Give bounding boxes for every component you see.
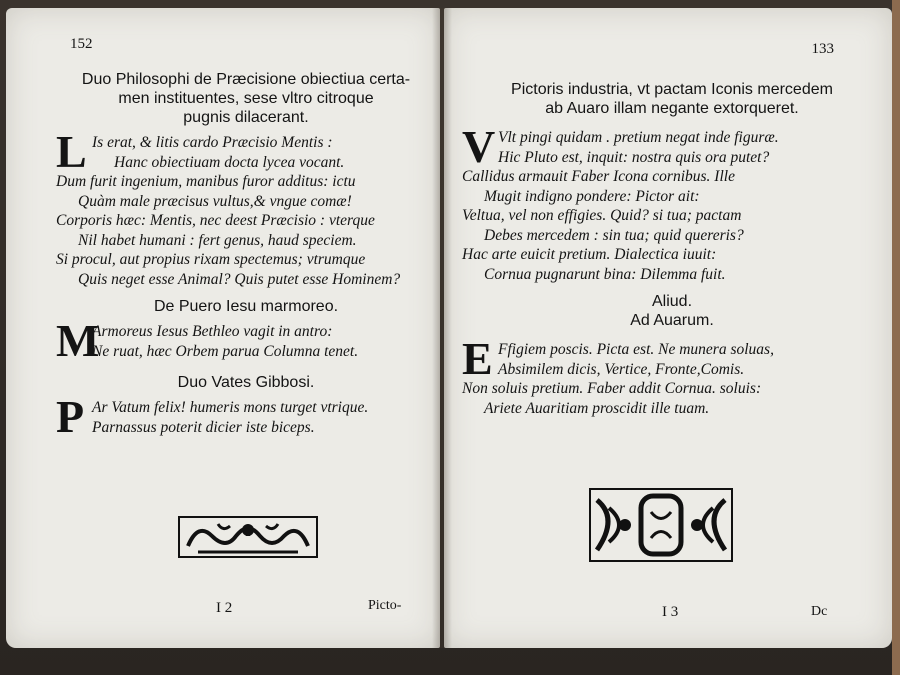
verse-line: Hac arte euicit pretium. Dialectica iuuit: — [462, 246, 717, 263]
book-edge — [892, 0, 900, 675]
verse-line: Parnassus poterit dicier iste biceps. — [92, 418, 315, 436]
left-page-number: 152 — [70, 36, 93, 52]
left-title-line: pugnis dilacerant. — [183, 109, 309, 126]
left-signature-mark: I 2 — [216, 600, 233, 616]
left-title-line: men instituentes, sese vltro citroque — [118, 90, 374, 107]
verse-line: Debes mercedem : sin tua; quid quereris? — [484, 226, 744, 244]
verse-line: Hanc obiectiuam docta lycea vocant. — [114, 153, 345, 171]
verse-line: Quis neget esse Animal? Quis putet esse Hominem? — [78, 270, 401, 288]
right-poem-2 — [462, 333, 882, 418]
verse-line: Vlt pingi quidam . pretium negat inde figuræ. — [498, 129, 779, 146]
left-heading-2: De Puero Iesu marmoreo. — [153, 298, 339, 315]
right-title-line: Pictoris industria, vt pactam Iconis mercedem — [511, 81, 833, 98]
verse-line: Veltua, vel non effigies. Quid? si tua; pactam — [462, 207, 742, 224]
right-text-block — [462, 80, 882, 426]
verse-line: Ffigiem poscis. Picta est. Ne munera soluas, — [498, 341, 774, 358]
dropcap: P — [56, 391, 85, 442]
left-title — [56, 70, 436, 127]
right-title — [462, 80, 882, 118]
right-poem-1 — [462, 121, 882, 284]
verse-line: Armoreus Iesus Bethleo vagit in antro: — [92, 323, 333, 340]
left-heading-3: Duo Vates Gibbosi. — [177, 374, 315, 391]
left-poem-2 — [56, 315, 436, 366]
left-text-block — [56, 70, 436, 445]
verse-line: Corporis hæc: Mentis, nec deest Præcisio : vterque — [56, 212, 375, 229]
verse-line: Dum furit ingenium, manibus furor additus: ictu — [56, 173, 356, 190]
left-page — [6, 8, 440, 648]
ornament-icon — [178, 516, 318, 558]
right-catchword: Dc — [811, 604, 828, 619]
dropcap: V — [462, 121, 496, 172]
book-gutter — [432, 8, 452, 648]
verse-line: Mugit indigno pondere: Pictor ait: — [484, 187, 700, 205]
verse-line: Quàm male præcisus vultus,& vngue comæ! — [78, 192, 352, 210]
verse-line: Cornua pugnarunt bina: Dilemma fuit. — [484, 265, 726, 283]
right-heading-3: Ad Auarum. — [630, 312, 714, 329]
ornament-icon — [589, 488, 733, 562]
right-page-number: 133 — [811, 41, 834, 57]
verse-line: Hic Pluto est, inquit: nostra quis ora putet? — [498, 148, 770, 166]
right-signature-mark: I 3 — [662, 604, 679, 620]
verse-line: Ne ruat, hæc Orbem parua Columna tenet. — [92, 342, 359, 360]
dropcap: L — [56, 126, 87, 177]
right-heading-2: Aliud. — [651, 293, 693, 310]
right-title-line: ab Auaro illam negante extorqueret. — [545, 100, 799, 117]
right-page — [444, 8, 892, 648]
left-catchword: Picto- — [368, 598, 402, 613]
left-poem-1 — [56, 126, 436, 289]
dropcap: M — [56, 315, 100, 366]
verse-line: Nil habet humani : fert genus, haud speciem. — [78, 231, 357, 249]
verse-line: Ariete Auaritiam proscidit ille tuam. — [484, 399, 710, 417]
left-title-line: Duo Philosophi de Præcisione obiectiua certa- — [81, 71, 411, 88]
verse-line: Ar Vatum felix! humeris mons turget vtrique. — [92, 399, 369, 416]
left-poem-3 — [56, 391, 436, 442]
verse-line: Si procul, aut propius rixam spectemus; vtrumque — [56, 251, 366, 268]
verse-line: Absimilem dicis, Vertice, Fronte,Comis. — [498, 360, 745, 378]
verse-line: Callidus armauit Faber Icona cornibus. Ille — [462, 168, 735, 185]
verse-line: Non soluis pretium. Faber addit Cornua. soluis: — [462, 380, 762, 397]
verse-line: Is erat, & litis cardo Præcisio Mentis : — [92, 134, 333, 151]
dropcap: E — [462, 333, 493, 384]
